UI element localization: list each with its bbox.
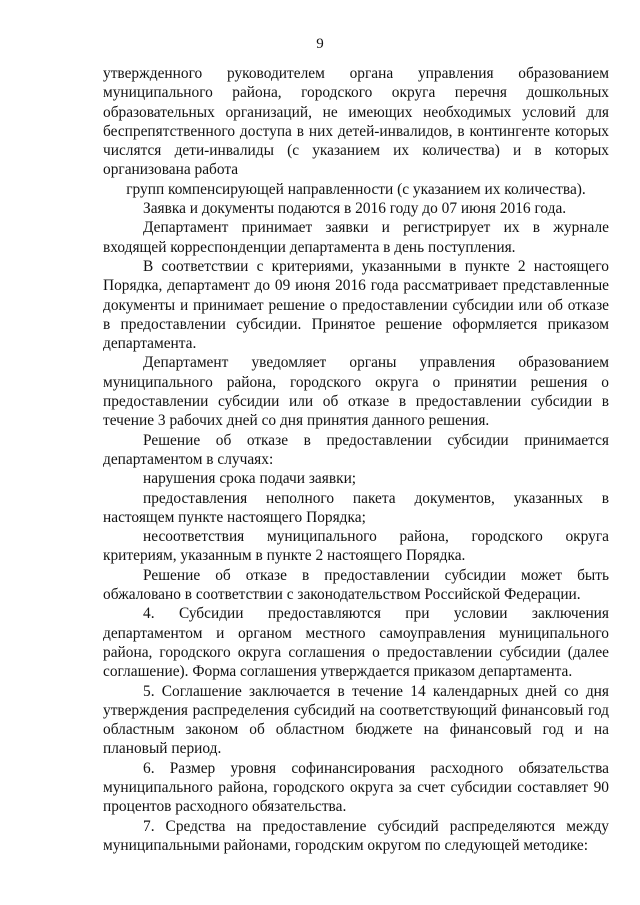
document-body bbox=[103, 64, 609, 855]
paragraph: Заявка и документы подаются в 2016 году до 07 июня 2016 года. bbox=[143, 200, 567, 218]
list-item: несоответствия муниципального района, городского округа критериям, указанным в пункте 2 настоящего Порядка. bbox=[103, 528, 609, 565]
paragraph: 4. Субсидии предоставляются при условии заключения департаментом и органом местного самоуправления муниципального района, городского округа соглашения о предоставлении субсидии (далее соглашение). Форма соглашения утверждается приказом департамента. bbox=[103, 605, 609, 681]
paragraph: Решение об отказе в предоставлении субсидии может быть обжаловано в соответствии с законодательством Российской Федерации. bbox=[103, 566, 609, 604]
paragraph: 5. Соглашение заключается в течение 14 календарных дней со дня утверждения распределения субсидий на соответствующий финансовый год областным законом об областном бюджете на финансовый год и на плановый период. bbox=[103, 682, 609, 758]
paragraph: В соответствии с критериями, указанными в пункте 2 настоящего Порядка, департамент до 09 июня 2016 года рассматривает представленные документы и принимает решение о предоставлении субсидии или об отказе в предоставлении субсидии. Принятое решение оформляется приказом департамента. bbox=[103, 257, 609, 353]
list-item: нарушения срока подачи заявки; bbox=[143, 470, 357, 488]
paragraph: 7. Средства на предоставление субсидий распределяются между муниципальными районами, городским округом по следующей методике: bbox=[103, 817, 609, 854]
paragraph: групп компенсирующей направленности (с указанием их количества). bbox=[126, 180, 586, 198]
list-item: предоставления неполного пакета документов, указанных в настоящем пункте настоящего Порядка; bbox=[103, 489, 609, 526]
paragraph: 6. Размер уровня софинансирования расходного обязательства муниципального района, городского округа за счет субсидии составляет 90 процентов расходного обязательства. bbox=[103, 759, 609, 816]
page-number: 9 bbox=[316, 36, 324, 52]
paragraph: утвержденного руководителем органа управления образованием муниципального района, городского округа перечня дошкольных образовательных организаций, не имеющих необходимых условий для беспрепятственного доступа в них детей-инвалидов, в контингенте которых числятся дети-инвалиды (с указанием их количества) и в которых организована работа bbox=[103, 65, 609, 179]
paragraph: Департамент принимает заявки и регистрирует их в журнале входящей корреспонденции департамента в день поступления. bbox=[103, 219, 609, 256]
paragraph: Департамент уведомляет органы управления образованием муниципального района, городского округа о принятии решения о предоставлении субсидии или об отказе в предоставлении субсидии в течение 3 рабочих дней со дня принятия данного решения. bbox=[103, 354, 609, 430]
paragraph: Решение об отказе в предоставлении субсидии принимается департаментом в случаях: bbox=[103, 431, 609, 468]
